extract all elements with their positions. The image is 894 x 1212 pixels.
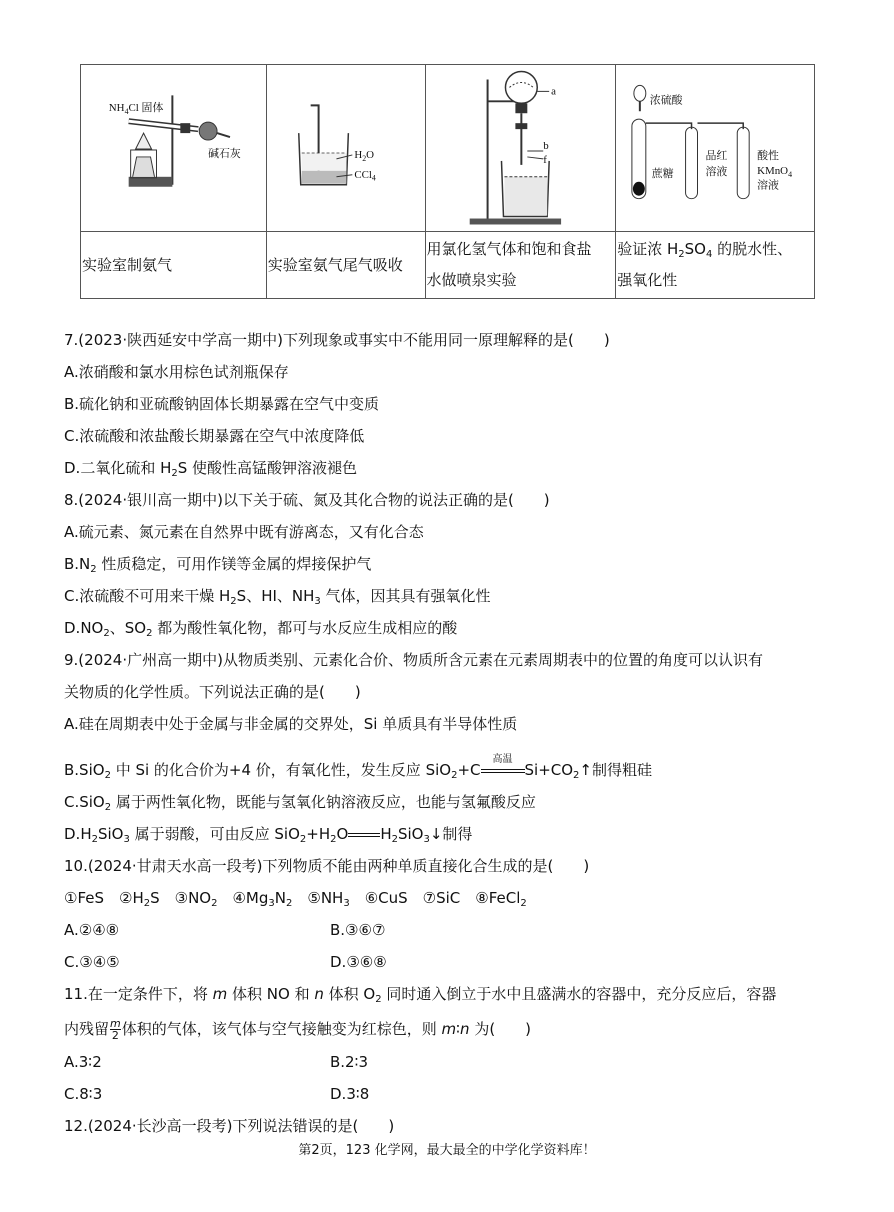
q11-option-b: B.2∶3 — [330, 1053, 369, 1071]
q9-option-c: C.SiO$_2$ 属于两性氧化物，既能与氢氧化钠溶液反应，也能与氢氟酸反应 — [64, 793, 536, 813]
q10-option-d: D.③⑥⑧ — [330, 953, 387, 971]
q8-option-c: C.浓硫酸不可用来干燥 $H_2S$、HI、$NH_3$ 气体，因其具有强氧化性 — [64, 587, 491, 607]
q7-option-c: C.浓硫酸和浓盐酸长期暴露在空气中浓度降低 — [64, 427, 365, 445]
caption-ammonia-prep: 实验室制氨气 — [81, 232, 267, 299]
q9-option-a: A.硅在周期表中处于金属与非金属的交界处，Si 单质具有半导体性质 — [64, 715, 518, 733]
q10-option-c: C.③④⑤ — [64, 953, 120, 971]
fig-label-sodalime: 碱石灰 — [208, 147, 241, 160]
q11-line2: 内残留 $\frac{m}{2}$ 体积的气体，该气体与空气接触变为红棕色，则 m∶n 为( ) — [64, 1017, 532, 1042]
q7-option-b: B.硫化钠和亚硫酸钠固体长期暴露在空气中变质 — [64, 395, 380, 413]
q9-option-d: $D.H_2SiO_3$ 属于弱酸，可由反应 $SiO_2+H_2O$ $H_2SiO_3↓$制得 — [64, 825, 473, 845]
fig-label-h2o: $H_2O$ — [354, 148, 374, 163]
fig-label-nh4cl: $NH_4Cl$ 固体 — [108, 102, 164, 117]
fig-label-sucrose: 蔗糖 — [651, 167, 674, 180]
q10-option-b: B.③⑥⑦ — [330, 921, 386, 939]
fig-label-solution-2: 溶液 — [757, 179, 780, 192]
page-footer: 第2页，123 化学网，最大最全的中学化学资料库！ — [298, 1143, 596, 1158]
h2so4-experiment-figure — [616, 65, 814, 231]
figure-cell-fountain — [425, 65, 616, 232]
q7-option-a: A.浓硝酸和氯水用棕色试剂瓶保存 — [64, 363, 289, 381]
ammonia-prep-apparatus-figure — [81, 65, 266, 231]
figure-cell-ammonia-absorb — [266, 65, 425, 232]
q11-option-d: D.3∶8 — [330, 1085, 370, 1103]
fig-label-conc-h2so4: 浓硫酸 — [650, 94, 683, 107]
q8-option-b: $B.N_2$ 性质稳定，可用作镁等金属的焊接保护气 — [64, 555, 372, 575]
q7-option-d: D.二氧化硫和 $H_2S$ 使酸性高锰酸钾溶液褪色 — [64, 459, 358, 479]
q8-option-a: A.硫元素、氮元素在自然界中既有游离态，又有化合态 — [64, 523, 424, 541]
q10-option-a: A.②④⑧ — [64, 921, 120, 939]
reaction-condition: 高温 — [481, 764, 525, 778]
q10-stem: 10.(2024·甘肃天水高一段考)下列物质不能由两种单质直接化合生成的是( ) — [64, 857, 590, 875]
q9-option-b: B.SiO$_2$ 中 Si 的化合价为+4 价，有氧化性，发生反应 SiO$_2$+C 高温 $Si+CO_2↑$制得粗硅 — [64, 753, 652, 781]
fig-label-solution-1: 溶液 — [705, 165, 728, 178]
caption-fountain: 用氯化氢气体和饱和食盐 水做喷泉实验 — [425, 232, 616, 299]
fig-label-f: f — [542, 153, 547, 166]
q11-option-a: A.3∶2 — [64, 1053, 102, 1071]
fig-label-ccl4: CCl$_4$ — [354, 168, 376, 183]
caption-h2so4: 验证浓 $H_2SO_4$ 的脱水性、 强氧化性 — [616, 232, 815, 299]
q8-stem: 8.(2024·银川高一期中)以下关于硫、氮及其化合物的说法正确的是( ) — [64, 491, 550, 509]
q12-stem: 12.(2024·长沙高一段考)下列说法错误的是( ) — [64, 1117, 395, 1135]
fig-label-kmno4: KMnO$_4$ — [757, 164, 793, 179]
q8-option-d: $D.NO_2$、$SO_2$ 都为酸性氧化物，都可与水反应生成相应的酸 — [64, 619, 458, 639]
q10-items: ①FeS $②H_2S$ $③NO_2$ $④Mg_3N_2$ $⑤NH_3$ ⑥CuS ⑦SiC ⑧FeCl$_2$ — [64, 889, 527, 909]
apparatus-table — [80, 64, 815, 299]
figure-cell-h2so4 — [616, 65, 815, 232]
caption-ammonia-absorb: 实验室氨气尾气吸收 — [266, 232, 425, 299]
fig-label-a: a — [550, 85, 556, 98]
fig-label-acidic: 酸性 — [757, 149, 780, 162]
q9-stem-line2: 关物质的化学性质。下列说法正确的是( ) — [64, 683, 361, 701]
q7-stem: 7.(2023·陕西延安中学高一期中)下列现象或事实中不能用同一原理解释的是( ) — [64, 331, 610, 349]
ammonia-absorb-figure — [267, 65, 425, 231]
fig-label-b: b — [542, 139, 549, 152]
fig-label-pinhong: 品红 — [705, 149, 728, 162]
q11-line1: 11.在一定条件下，将 m 体积 NO 和 n 体积 $O_2$ 同时通入倒立于水中且盛满水的容器中，充分反应后，容器 — [64, 985, 777, 1005]
q11-option-c: C.8∶3 — [64, 1085, 103, 1103]
q9-stem-line1: 9.(2024·广州高一期中)从物质类别、元素化合价、物质所含元素在元素周期表中的位置的角度可以认识有 — [64, 651, 763, 669]
fountain-experiment-figure — [426, 65, 616, 231]
fraction-m-over-2: $\frac{m}{2}$ — [110, 1017, 121, 1042]
figure-cell-ammonia-prep — [81, 65, 267, 232]
